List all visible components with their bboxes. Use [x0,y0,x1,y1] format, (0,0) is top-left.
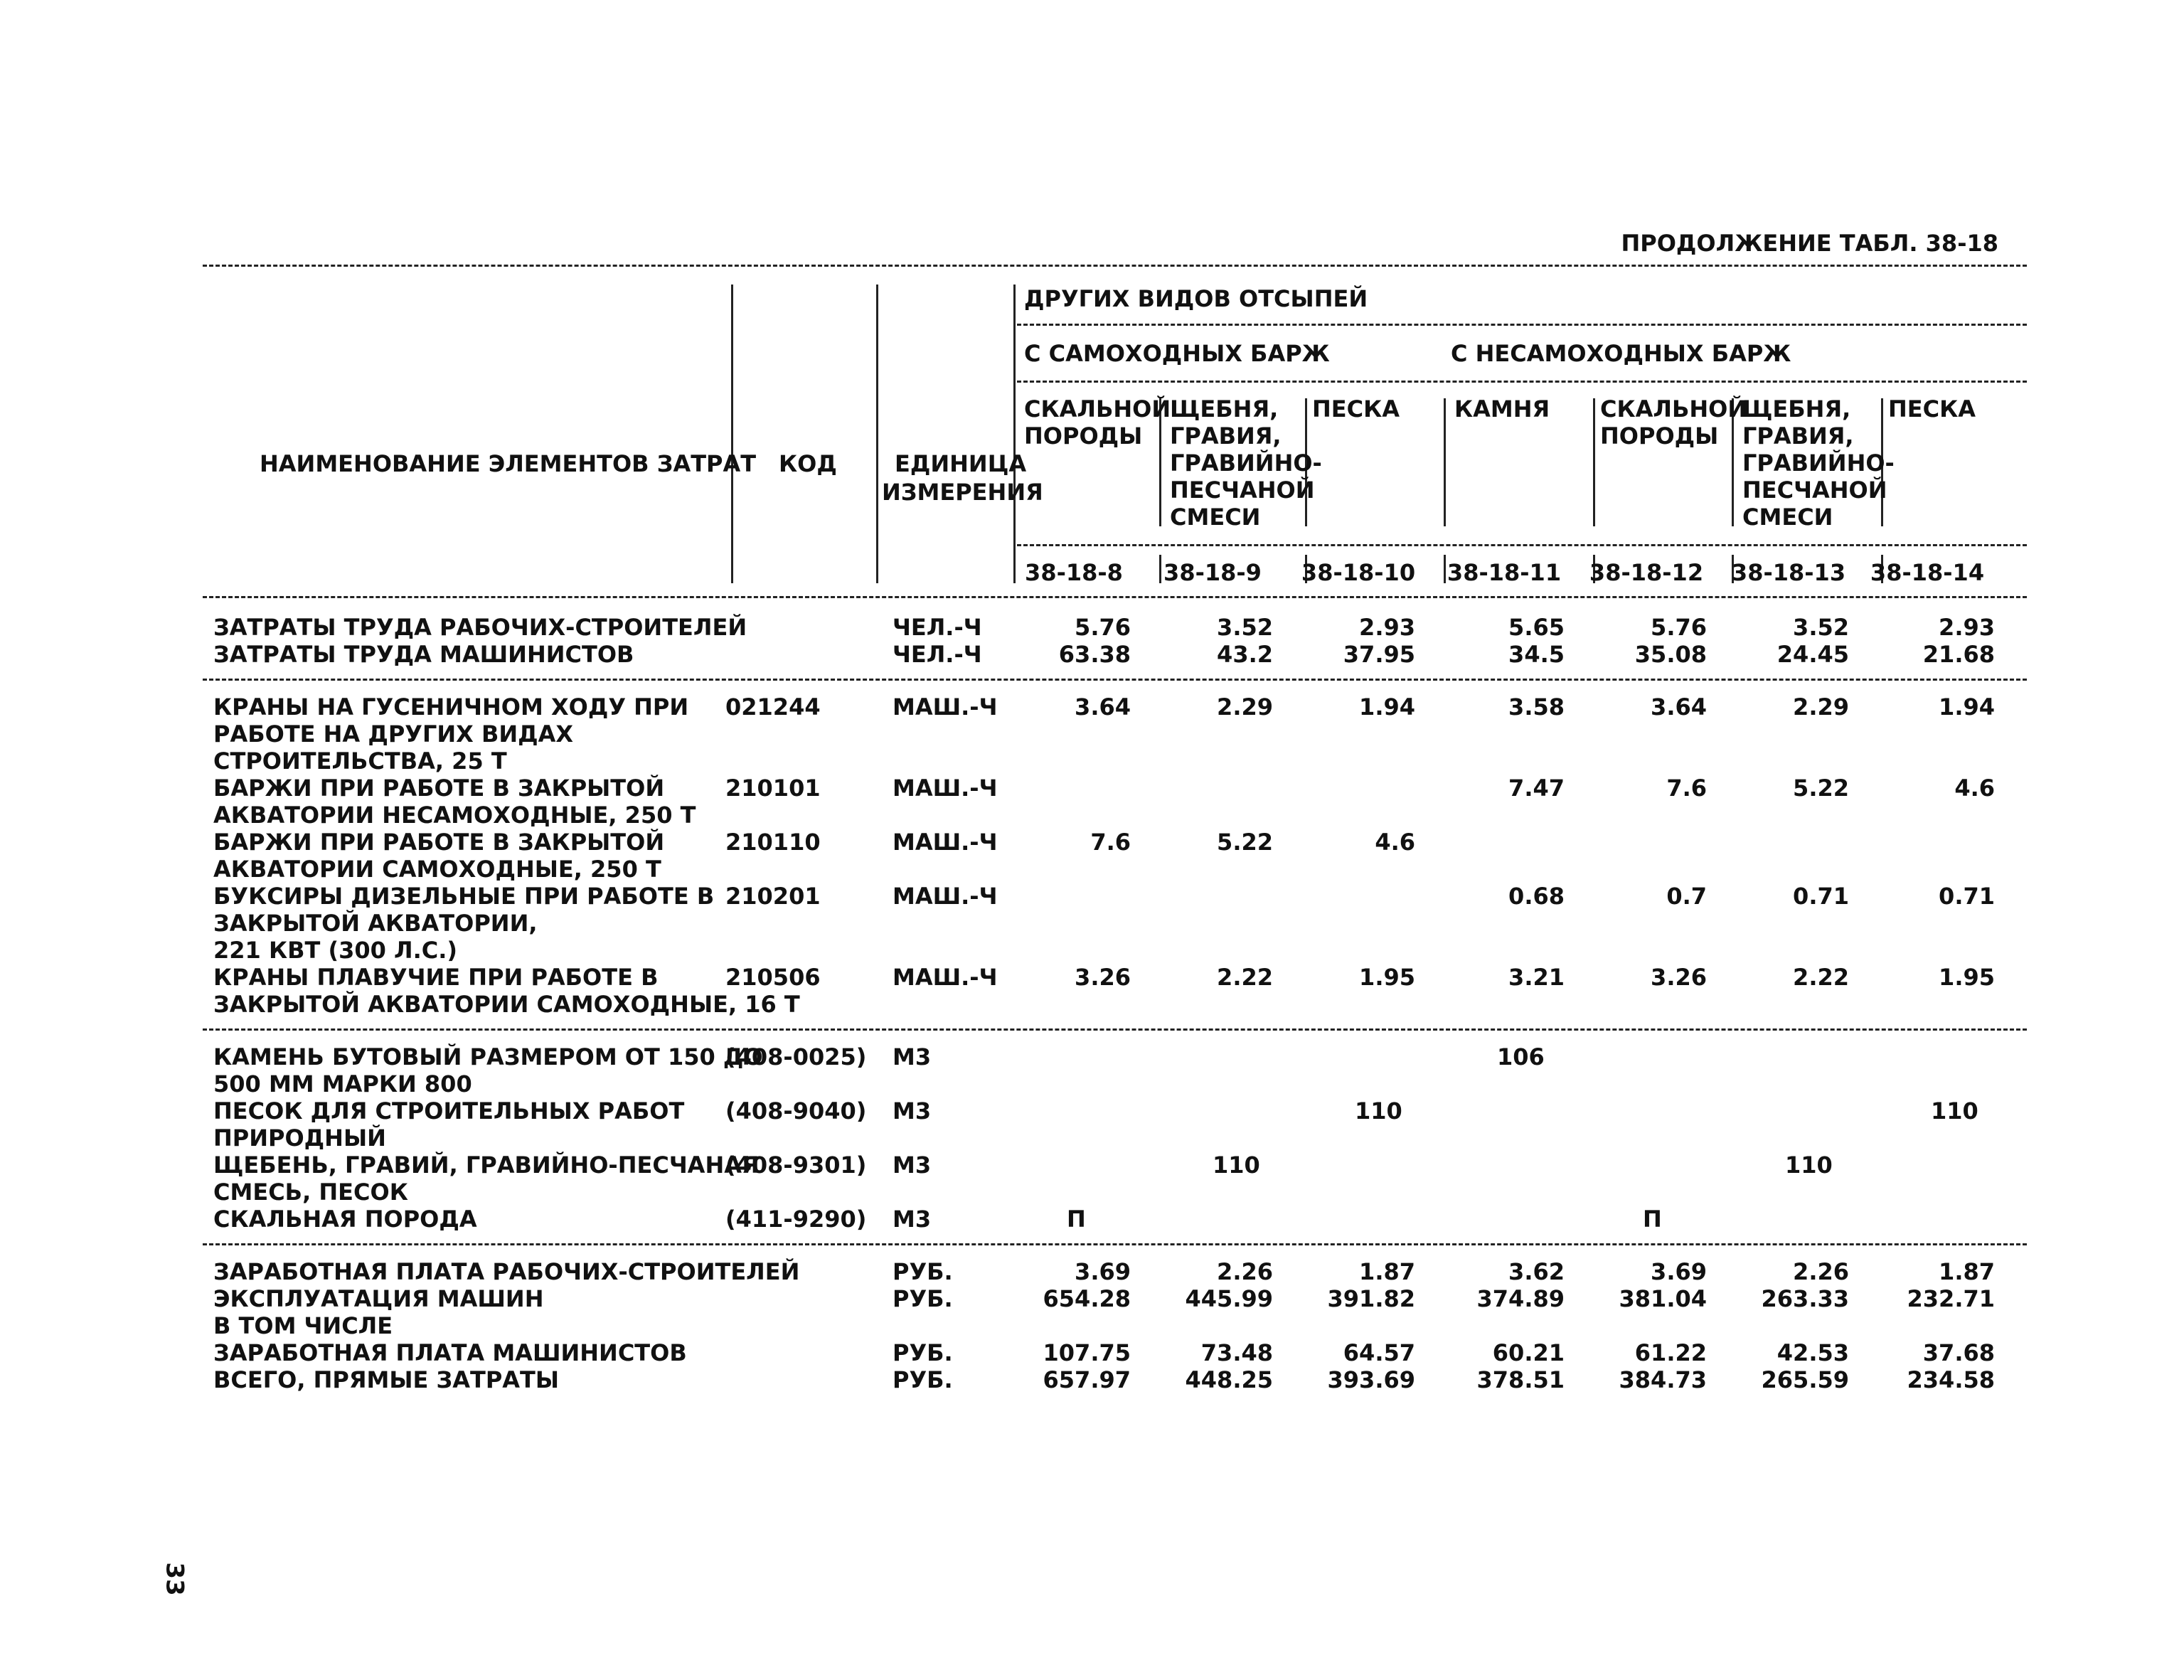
header-divider-material-1 [1444,398,1446,526]
header-norm-code: 38-18-8 [1025,559,1123,586]
row-value: 3.58 [1508,693,1565,721]
row-value: 110 [1931,1097,1978,1125]
row-name: 221 КВТ (300 Л.С.) [213,937,458,964]
header-sub-nonself: С НЕСАМОХОДНЫХ БАРЖ [1451,340,1791,367]
header-norm-code: 38-18-11 [1447,559,1562,586]
row-unit: МАШ.-Ч [893,964,998,991]
row-value: 3.69 [1651,1258,1707,1285]
row-value: 21.68 [1922,641,1995,668]
row-name: БАРЖИ ПРИ РАБОТЕ В ЗАКРЫТОЙ [213,829,665,856]
row-value: 5.76 [1651,614,1707,641]
row-value: 1.95 [1359,964,1415,991]
row-name: ВСЕГО, ПРЯМЫЕ ЗАТРАТЫ [213,1366,560,1393]
section-rule [203,1028,2027,1031]
header-material-label: ПЕСКА [1888,395,1976,422]
row-value: 2.22 [1793,964,1849,991]
row-code: 210201 [725,883,821,910]
row-unit: РУБ. [893,1285,953,1312]
row-name: ЗАТРАТЫ ТРУДА МАШИНИСТОВ [213,641,634,668]
row-value: 73.48 [1200,1339,1273,1366]
row-value: 110 [1213,1152,1260,1179]
row-code: (408-0025) [725,1043,867,1070]
row-unit: МАШ.-Ч [893,883,998,910]
continuation-title: ПРОДОЛЖЕНИЕ ТАБЛ. 38-18 [1621,230,1998,257]
row-value: 2.26 [1217,1258,1273,1285]
row-value: 1.94 [1359,693,1415,721]
row-unit: М3 [893,1043,932,1070]
row-value: 7.6 [1090,829,1131,856]
header-divider-name [731,285,733,583]
row-unit: МАШ.-Ч [893,829,998,856]
row-name: ПРИРОДНЫЙ [213,1125,386,1152]
row-value: 5.22 [1217,829,1273,856]
row-unit: М3 [893,1097,932,1125]
row-value: 3.21 [1508,964,1565,991]
row-value: 1.87 [1359,1258,1415,1285]
row-unit: ЧЕЛ.-Ч [893,614,982,641]
header-norm-code: 38-18-10 [1301,559,1416,586]
row-value: 234.58 [1907,1366,1995,1393]
header-sub-self: С САМОХОДНЫХ БАРЖ [1024,340,1330,367]
row-value: 391.82 [1327,1285,1415,1312]
row-value: 0.68 [1508,883,1565,910]
page-number: 33 [160,1562,189,1596]
header-code-col: КОД [779,450,837,477]
row-value: 1.95 [1939,964,1995,991]
header-norm-code: 38-18-14 [1870,559,1985,586]
row-name: БУКСИРЫ ДИЗЕЛЬНЫЕ ПРИ РАБОТЕ В [213,883,715,910]
row-name: СТРОИТЕЛЬСТВА, 25 Т [213,748,507,775]
row-unit: М3 [893,1152,932,1179]
row-name: АКВАТОРИИ САМОХОДНЫЕ, 250 Т [213,856,661,883]
header-norm-code: 38-18-9 [1163,559,1262,586]
row-value: 110 [1785,1152,1833,1179]
row-name: ЗАРАБОТНАЯ ПЛАТА МАШИНИСТОВ [213,1339,687,1366]
row-value: 37.68 [1922,1339,1995,1366]
row-name: КРАНЫ НА ГУСЕНИЧНОМ ХОДУ ПРИ [213,693,689,721]
row-code: (408-9040) [725,1097,867,1125]
header-norm-code: 38-18-12 [1589,559,1704,586]
header-material-label: ГРАВИЙНО- [1742,450,1895,477]
header-top-rule [203,265,2027,267]
row-unit: ЧЕЛ.-Ч [893,641,982,668]
row-value: 5.22 [1793,775,1849,802]
header-unit-col-1: ЕДИНИЦА [895,450,1027,477]
header-material-label: ПЕСЧАНОЙ [1170,477,1315,504]
row-value: 37.95 [1343,641,1415,668]
row-value: 35.08 [1634,641,1707,668]
row-code: 021244 [725,693,821,721]
row-value: 106 [1497,1043,1545,1070]
row-name: КРАНЫ ПЛАВУЧИЕ ПРИ РАБОТЕ В [213,964,659,991]
row-value: 61.22 [1634,1339,1707,1366]
row-value: 3.52 [1217,614,1273,641]
row-value: 263.33 [1761,1285,1849,1312]
row-name: ЗАРАБОТНАЯ ПЛАТА РАБОЧИХ-СТРОИТЕЛЕЙ [213,1258,800,1285]
header-norm-code: 38-18-13 [1731,559,1846,586]
header-divider-material-b-1 [1593,398,1595,526]
row-value: 3.26 [1075,964,1131,991]
header-material-label: СМЕСИ [1170,504,1261,531]
header-material-label: ГРАВИЯ, [1742,422,1854,450]
row-name: РАБОТЕ НА ДРУГИХ ВИДАХ [213,721,574,748]
row-name: ЭКСПЛУАТАЦИЯ МАШИН [213,1285,544,1312]
row-name: ЗАКРЫТОЙ АКВАТОРИИ, [213,910,538,937]
row-value: 2.26 [1793,1258,1849,1285]
row-value: 393.69 [1327,1366,1415,1393]
row-value: 3.69 [1075,1258,1131,1285]
header-group-rule [1017,324,2027,326]
row-value: 3.26 [1651,964,1707,991]
row-value: 5.76 [1075,614,1131,641]
row-value: 0.71 [1793,883,1849,910]
header-bottom-rule [203,596,2027,598]
row-value: 4.6 [1375,829,1415,856]
header-material-label: ЩЕБНЯ, [1742,395,1851,422]
row-value: 2.93 [1359,614,1415,641]
row-value: 2.93 [1939,614,1995,641]
row-value: П [1643,1206,1662,1233]
row-value: 2.29 [1793,693,1849,721]
row-code: (411-9290) [725,1206,867,1233]
section-rule [203,1243,2027,1245]
row-unit: МАШ.-Ч [893,693,998,721]
row-value: 4.6 [1954,775,1995,802]
header-unit-col-2: ИЗМЕРЕНИЯ [882,479,1043,506]
row-unit: МАШ.-Ч [893,775,998,802]
row-value: 3.64 [1075,693,1131,721]
row-name: ЗАТРАТЫ ТРУДА РАБОЧИХ-СТРОИТЕЛЕЙ [213,614,747,641]
row-value: 2.22 [1217,964,1273,991]
row-name: БАРЖИ ПРИ РАБОТЕ В ЗАКРЫТОЙ [213,775,665,802]
row-value: 1.94 [1939,693,1995,721]
row-code: 210506 [725,964,821,991]
row-value: 24.45 [1777,641,1849,668]
header-material-label: ПОРОДЫ [1600,422,1719,450]
row-value: 448.25 [1185,1366,1273,1393]
row-value: 3.52 [1793,614,1849,641]
row-value: 110 [1355,1097,1402,1125]
row-code: 210110 [725,829,821,856]
header-material-label: КАМНЯ [1454,395,1550,422]
row-name: СМЕСЬ, ПЕСОК [213,1179,408,1206]
header-material-label: СКАЛЬНОЙ [1024,395,1171,422]
row-value: 378.51 [1476,1366,1565,1393]
row-name: 500 ММ МАРКИ 800 [213,1070,472,1097]
row-value: 60.21 [1492,1339,1565,1366]
row-value: 384.73 [1619,1366,1707,1393]
section-rule [203,679,2027,681]
row-value: 445.99 [1185,1285,1273,1312]
row-unit: М3 [893,1206,932,1233]
row-value: 107.75 [1043,1339,1131,1366]
header-material-label: СМЕСИ [1742,504,1833,531]
header-material-label: ЩЕБНЯ, [1170,395,1279,422]
row-code: 210101 [725,775,821,802]
row-value: П [1067,1206,1086,1233]
row-name: АКВАТОРИИ НЕСАМОХОДНЫЕ, 250 Т [213,802,696,829]
row-value: 0.7 [1666,883,1707,910]
row-value: 42.53 [1777,1339,1849,1366]
row-value: 3.62 [1508,1258,1565,1285]
row-code: (408-9301) [725,1152,867,1179]
header-divider-code [876,285,878,583]
row-value: 1.87 [1939,1258,1995,1285]
row-value: 374.89 [1476,1285,1565,1312]
row-value: 63.38 [1058,641,1131,668]
row-value: 654.28 [1043,1285,1131,1312]
header-divider-unit [1013,285,1016,583]
header-name-col: НАИМЕНОВАНИЕ ЭЛЕМЕНТОВ ЗАТРАТ [260,450,757,477]
header-codes-rule [1017,544,2027,546]
header-material-label: ПОРОДЫ [1024,422,1143,450]
header-sub-rule [1017,381,2027,383]
row-value: 232.71 [1907,1285,1995,1312]
row-value: 265.59 [1761,1366,1849,1393]
row-value: 7.6 [1666,775,1707,802]
row-value: 2.29 [1217,693,1273,721]
row-value: 657.97 [1043,1366,1131,1393]
row-value: 3.64 [1651,693,1707,721]
row-name: СКАЛЬНАЯ ПОРОДА [213,1206,477,1233]
row-unit: РУБ. [893,1366,953,1393]
row-name: КАМЕНЬ БУТОВЫЙ РАЗМЕРОМ ОТ 150 ДО [213,1043,763,1070]
row-unit: РУБ. [893,1258,953,1285]
row-value: 64.57 [1343,1339,1415,1366]
row-name: ЗАКРЫТОЙ АКВАТОРИИ САМОХОДНЫЕ, 16 Т [213,991,800,1018]
row-value: 0.71 [1939,883,1995,910]
row-value: 381.04 [1619,1285,1707,1312]
row-value: 7.47 [1508,775,1565,802]
header-material-label: ГРАВИЙНО- [1170,450,1322,477]
row-unit: РУБ. [893,1339,953,1366]
row-name: В ТОМ ЧИСЛЕ [213,1312,393,1339]
header-material-label: СКАЛЬНОЙ [1600,395,1747,422]
header-material-label: ПЕСКА [1312,395,1400,422]
row-value: 34.5 [1508,641,1565,668]
row-value: 5.65 [1508,614,1565,641]
row-value: 43.2 [1217,641,1273,668]
row-name: ЩЕБЕНЬ, ГРАВИЙ, ГРАВИЙНО-ПЕСЧАНАЯ [213,1152,760,1179]
row-name: ПЕСОК ДЛЯ СТРОИТЕЛЬНЫХ РАБОТ [213,1097,685,1125]
header-group: ДРУГИХ ВИДОВ ОТСЫПЕЙ [1024,285,1368,312]
header-material-label: ГРАВИЯ, [1170,422,1282,450]
header-material-label: ПЕСЧАНОЙ [1742,477,1887,504]
